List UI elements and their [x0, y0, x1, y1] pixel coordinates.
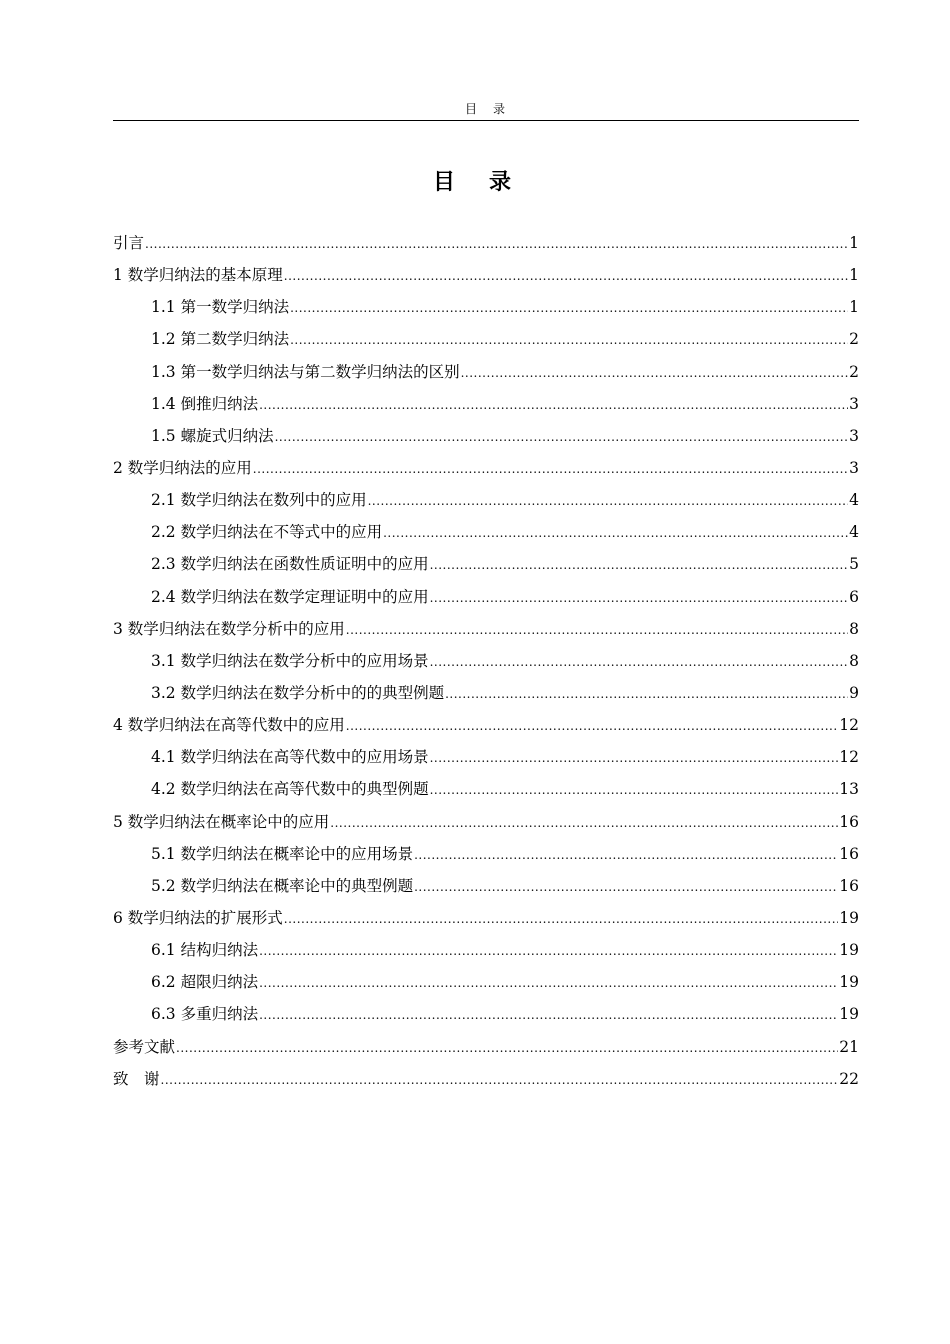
dot-leader — [259, 999, 838, 1031]
toc-entry[interactable] — [113, 966, 859, 998]
toc-entry-page: 19 — [839, 941, 859, 960]
toc-entry-label: 4.1 数学归纳法在高等代数中的应用场景 — [151, 748, 429, 767]
toc-entry-page: 2 — [849, 362, 859, 381]
toc-entry-label: 5.1 数学归纳法在概率论中的应用场景 — [151, 844, 414, 863]
toc-entry-label: 1.5 螺旋式归纳法 — [151, 426, 274, 445]
toc-entry[interactable] — [113, 677, 859, 709]
page-title: 目 录 — [432, 170, 517, 195]
toc-entry-label: 2 数学归纳法的应用 — [113, 458, 252, 477]
toc-entry-label: 4.2 数学归纳法在高等代数中的典型例题 — [151, 780, 429, 799]
toc-entry-label: 5 数学归纳法在概率论中的应用 — [113, 812, 330, 831]
toc-entry-label: 1.4 倒推归纳法 — [151, 394, 259, 413]
toc-entry-label: 2.4 数学归纳法在数学定理证明中的应用 — [151, 587, 429, 606]
dot-leader — [176, 1032, 838, 1064]
toc-entry-label: 参考文献 — [113, 1037, 176, 1056]
dot-leader — [414, 871, 838, 903]
toc-entry-label: 6.3 多重归纳法 — [151, 1005, 259, 1024]
toc-entry-label: 4 数学归纳法在高等代数中的应用 — [113, 716, 345, 735]
toc-entry-label: 引言 — [113, 234, 145, 252]
dot-leader — [430, 582, 849, 614]
toc-entry[interactable] — [113, 709, 859, 741]
toc-entry-page: 8 — [849, 651, 859, 670]
dot-leader — [275, 421, 849, 453]
dot-leader — [284, 260, 848, 292]
toc-entry[interactable] — [113, 452, 859, 484]
toc-entry-page: 1 — [849, 298, 859, 317]
toc-entry-label: 2.1 数学归纳法在数列中的应用 — [151, 491, 367, 510]
dot-leader — [259, 935, 838, 967]
toc-entry-label: 3.2 数学归纳法在数学分析中的的典型例题 — [151, 683, 445, 702]
dot-leader — [430, 549, 849, 581]
dot-leader — [445, 678, 848, 710]
toc-entry[interactable] — [113, 838, 859, 870]
toc-entry[interactable] — [113, 291, 859, 323]
toc-entry[interactable] — [113, 613, 859, 645]
toc-entry[interactable] — [113, 388, 859, 420]
toc-entry[interactable] — [113, 548, 859, 580]
toc-entry-page: 6 — [849, 587, 859, 606]
toc-entry-page: 19 — [839, 973, 859, 992]
toc-entry-page: 12 — [839, 748, 859, 767]
toc-entry-page: 1 — [849, 234, 859, 252]
toc-entry-label: 3 数学归纳法在数学分析中的应用 — [113, 619, 345, 638]
toc-entry-page: 3 — [849, 394, 859, 413]
toc-entry-label: 致 谢 — [113, 1069, 160, 1088]
toc-entry-page: 19 — [839, 1005, 859, 1024]
dot-leader — [145, 228, 848, 260]
toc-entry[interactable] — [113, 806, 859, 838]
dot-leader — [290, 324, 848, 356]
toc-entry-label: 6 数学归纳法的扩展形式 — [113, 908, 283, 927]
toc-entry[interactable] — [113, 227, 859, 259]
toc-entry-label: 5.2 数学归纳法在概率论中的典型例题 — [151, 876, 414, 895]
toc-entry[interactable] — [113, 645, 859, 677]
toc-entry-page: 3 — [849, 426, 859, 445]
toc-entry-page: 21 — [839, 1037, 859, 1056]
toc-entry[interactable] — [113, 741, 859, 773]
toc-entry[interactable] — [113, 516, 859, 548]
toc-entry-page: 5 — [849, 555, 859, 574]
toc-entry[interactable] — [113, 934, 859, 966]
dot-leader — [290, 292, 848, 324]
toc-entry-page: 16 — [839, 844, 859, 863]
toc-entry-page: 16 — [839, 812, 859, 831]
dot-leader — [430, 774, 839, 806]
dot-leader — [330, 807, 838, 839]
toc-entry-page: 4 — [849, 491, 859, 510]
dot-leader — [346, 710, 838, 742]
dot-leader — [414, 839, 838, 871]
dot-leader — [430, 742, 839, 774]
toc-entry[interactable] — [113, 1063, 859, 1095]
toc-entry-page: 4 — [849, 523, 859, 542]
dot-leader — [346, 614, 848, 646]
dot-leader — [284, 903, 838, 935]
toc-entry-page: 13 — [839, 780, 859, 799]
toc-entry[interactable] — [113, 870, 859, 902]
dot-leader — [253, 453, 848, 485]
table-of-contents — [113, 227, 859, 1095]
toc-entry-label: 2.2 数学归纳法在不等式中的应用 — [151, 523, 383, 542]
toc-entry-page: 1 — [849, 266, 859, 285]
toc-entry[interactable] — [113, 420, 859, 452]
toc-entry-label: 1 数学归纳法的基本原理 — [113, 266, 283, 285]
toc-entry-label: 6.2 超限归纳法 — [151, 973, 259, 992]
dot-leader — [259, 967, 838, 999]
dot-leader — [383, 517, 848, 549]
dot-leader — [461, 357, 849, 389]
toc-entry-page: 19 — [839, 908, 859, 927]
toc-entry-page: 22 — [839, 1069, 859, 1088]
toc-entry[interactable] — [113, 259, 859, 291]
toc-entry-label: 3.1 数学归纳法在数学分析中的应用场景 — [151, 651, 429, 670]
toc-entry[interactable] — [113, 484, 859, 516]
toc-entry-label: 1.2 第二数学归纳法 — [151, 330, 290, 349]
toc-entry-page: 12 — [839, 716, 859, 735]
toc-entry-page: 16 — [839, 876, 859, 895]
toc-entry-label: 1.1 第一数学归纳法 — [151, 298, 290, 317]
toc-entry-label: 2.3 数学归纳法在函数性质证明中的应用 — [151, 555, 429, 574]
toc-entry-page: 9 — [849, 683, 859, 702]
toc-entry[interactable] — [113, 998, 859, 1030]
toc-entry[interactable] — [113, 902, 859, 934]
toc-entry-page: 3 — [849, 458, 859, 477]
toc-entry[interactable] — [113, 323, 859, 355]
toc-entry-label: 6.1 结构归纳法 — [151, 941, 259, 960]
dot-leader — [430, 646, 849, 678]
running-header: 目 录 — [113, 99, 859, 121]
toc-entry[interactable] — [113, 773, 859, 805]
dot-leader — [259, 389, 848, 421]
toc-entry[interactable] — [113, 581, 859, 613]
dot-leader — [368, 485, 849, 517]
toc-entry-page: 2 — [849, 330, 859, 349]
toc-entry[interactable] — [113, 356, 859, 388]
toc-entry-label: 1.3 第一数学归纳法与第二数学归纳法的区别 — [151, 362, 460, 381]
toc-entry-page: 8 — [849, 619, 859, 638]
dot-leader — [161, 1064, 839, 1096]
toc-entry[interactable] — [113, 1031, 859, 1063]
